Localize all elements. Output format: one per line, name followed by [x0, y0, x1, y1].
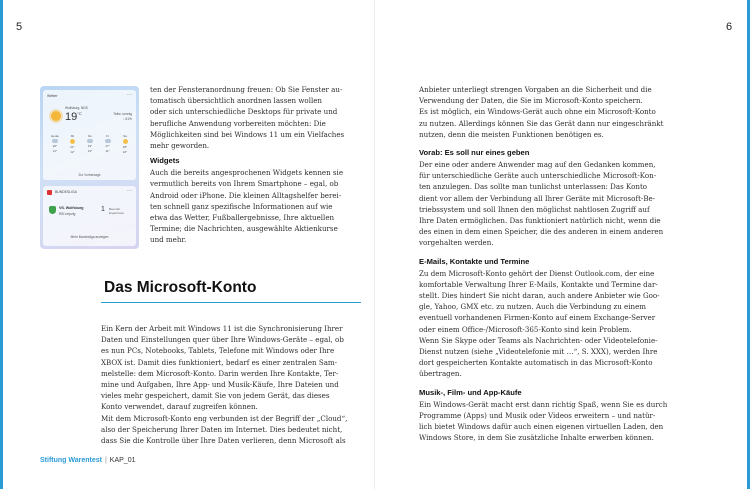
text-line: Ein Kern der Arbeit mit Windows 11 ist die Synchronisierung Ihrer — [101, 324, 343, 333]
text-line: komfortable Verwaltung Ihrer E-Mails, Kontakte und Termine dar- — [419, 279, 658, 289]
text-line: ten anzulegen. Das sollte man tunlichst unterlassen: Das Konto — [419, 182, 648, 192]
text-line: Anbieter unterliegt strengen Vorgaben an die Sicherheit und die — [419, 85, 652, 94]
footer-chapter: KAP_01 — [109, 457, 136, 464]
text-line: XBOX ist. Damit dies funktioniert, bedarf es einer zentralen Sam- — [101, 357, 338, 367]
widgets-paragraph — [150, 167, 360, 245]
text-line: Es ist möglich, ein Windows-Gerät auch ohne ein Microsoft-Konto — [419, 107, 656, 117]
sun-icon — [51, 111, 61, 121]
weather-condition: Teilw. sonnig ↓ 61% — [113, 112, 132, 121]
weather-forecast — [48, 134, 132, 154]
text-line: Auch die bereits angesprochenen Widgets kennen sie — [150, 168, 344, 178]
text-line: dort gespeicherten Kontakte automatisch in das Microsoft-Konto — [419, 358, 653, 368]
chapter-paragraph — [101, 323, 361, 446]
footer-brand: Stiftung Warentest — [40, 457, 102, 464]
text-line: für unterschiedliche Geräte auch unterschiedliche Microsoft-Kon- — [419, 171, 657, 181]
forecast-day — [118, 134, 132, 154]
forecast-day — [66, 134, 80, 154]
forecast-day — [48, 134, 62, 154]
text-line: oder sich unterschiedliche Desktops für private und — [150, 107, 338, 117]
left-page-number: 5 — [16, 21, 23, 33]
right-intro-paragraph — [419, 84, 681, 140]
left-intro-lines — [150, 84, 360, 151]
text-line: Verwendung der Daten, die Sie im Microsoft-Konto speichern. — [419, 96, 643, 106]
text-line: ten der Fensteranordnung freuen: Ob Sie Fenster au- — [150, 85, 343, 94]
right-sections — [419, 147, 681, 443]
forecast-high: 21° — [70, 145, 75, 150]
footer-separator: | — [104, 457, 107, 464]
text-line: Programme (Apps) und Musik oder Videos erweitern – und natür- — [419, 410, 656, 420]
forecast-high: 20° — [52, 144, 58, 149]
forecast-day-name: Do — [88, 134, 92, 138]
sport-widget — [43, 186, 136, 246]
team-crest-icon — [49, 206, 56, 214]
forecast-low: 11° — [105, 148, 110, 153]
forecast-day-name: Heute — [50, 134, 59, 138]
chapter-title: Das Microsoft-Konto — [104, 279, 257, 296]
text-line: vorgehalten werden. — [419, 238, 494, 248]
text-line: stellt. Dies hindert Sie nicht daran, auch andere Anbieter wie Goo- — [419, 291, 660, 301]
text-line: Zu dem Microsoft-Konto gehört der Dienst Outlook.com, der eine — [419, 268, 655, 278]
text-line: Windows Store, in dem Sie zusätzliche Inhalte erwerben können. — [419, 433, 654, 443]
forecast-low: 13° — [87, 148, 93, 153]
more-options-icon: ··· — [127, 188, 132, 194]
text-line: Konto verwendet, darauf zugreifen können. — [101, 402, 258, 412]
section-heading: E-Mails, Kontakte und Termine — [419, 256, 530, 266]
text-line: Termine; die Nachrichten, ausgewählte Aktienkurse — [150, 224, 338, 234]
text-line: tomatisch übersichtlich anordnen lassen wollen — [150, 96, 323, 106]
left-accent-bar — [0, 0, 3, 489]
text-line: also der Speicherung Ihrer Daten im Internet. Dies bedeutet nicht, — [101, 424, 343, 434]
forecast-high: 18° — [122, 145, 128, 150]
text-line: Möglichkeiten sind bei Windows 11 um ein Vielfaches — [150, 129, 345, 139]
cloud-icon — [87, 139, 93, 143]
text-line: Wenn Sie Skype oder Teams als Nachrichten- oder Videotelefonie- — [419, 335, 658, 345]
forecast-day — [101, 134, 115, 154]
right-column-text — [419, 84, 681, 443]
forecast-high: 19° — [87, 144, 93, 149]
text-line: übertragen. — [419, 369, 462, 379]
forecast-low: 10° — [122, 149, 128, 154]
text-line: vieles mehr gespeichert, damit Sie von jedem Gerät, das dieses — [101, 391, 330, 401]
left-intro-text — [150, 84, 360, 246]
text-line: des einen in dem einen Speicher, die des anderen in einem anderen — [419, 227, 664, 237]
text-line: vermutlich bereits von Ihrem Smartphone – egal, ob — [150, 179, 339, 189]
match-status: Beendet Ergebnisse — [109, 207, 125, 215]
text-line: Daten und Einstellungen quer über Ihre Windows-Geräte – egal, ob — [101, 335, 344, 345]
weather-forecast-link: Zur Vorhersage — [78, 173, 101, 177]
right-page-number: 6 — [726, 21, 733, 33]
text-line: berufliche Anwendung vorbereiten möchten: Die — [150, 118, 326, 128]
section-heading: Musik-, Film- und App-Käufe — [419, 387, 522, 397]
weather-temperature: $19^{^\circ C}$ — [65, 111, 82, 123]
text-line: mine und Aufgaben, Ihre App- und Musik-Käufe, Ihre Dateien und — [101, 380, 339, 390]
text-line: nutzen, denn die meisten Funktionen benötigen es. — [419, 129, 604, 139]
forecast-high: 17° — [105, 144, 110, 149]
text-line: ten schnell ganz spezifische Informationen auf wie — [150, 201, 333, 211]
weather-widget — [43, 90, 136, 180]
forecast-day-name: Mi — [70, 134, 75, 138]
text-line: dient vor allem der Verbindung all Ihrer Geräte mit Microsoft-Be- — [419, 193, 656, 203]
text-line: melstelle: dem Microsoft-Konto. Darin werden Ihre Kontakte, Ter- — [101, 368, 339, 378]
home-team: VfL Wolfsburg — [59, 206, 84, 210]
cloud-icon — [105, 139, 111, 143]
text-line: Mit dem Microsoft-Konto eng verbunden ist der Begriff der „Cloud“, — [101, 413, 348, 423]
forecast-day-name: Fr — [106, 134, 109, 138]
text-line: eventuell vorhandenen Firmen-Konto auf einem Exchange-Server — [419, 313, 656, 323]
sun-icon — [70, 139, 75, 144]
text-line: oder einem Office-/Microsoft-365-Konto sind kein Problem. — [419, 324, 632, 334]
cloud-icon — [52, 139, 58, 143]
sport-widget-header: BUNDESLIGA — [55, 190, 77, 194]
forecast-day — [83, 134, 97, 154]
section-heading: Vorab: Es soll nur eines geben — [419, 148, 530, 158]
text-line: Dienst nutzen (siehe „Videotelefonie mit …“, S. XXX), werden Ihre — [419, 347, 658, 357]
text-line: gle, Yahoo, GMX etc. zu nutzen. Auch die Verbindung zu einem — [419, 302, 647, 312]
text-line: lich bietet Windows dafür auch einen eigenen virtuellen Laden, den — [419, 422, 664, 432]
text-line: Der eine oder andere Anwender mag auf den Gedanken kommen, — [419, 160, 656, 170]
more-options-icon: ··· — [127, 92, 132, 98]
sport-more-link: Mehr Bundesliga anzeigen — [70, 235, 109, 239]
widgets-screenshot — [40, 86, 139, 249]
widgets-heading: Widgets — [150, 156, 180, 166]
text-line: etwa das Wetter, Fußballergebnisse, Ihre aktuellen — [150, 213, 335, 223]
forecast-low: 11° — [52, 148, 58, 153]
text-line: dass Sie die Kontrolle über Ihre Daten verlieren, denn Microsoft als — [101, 436, 346, 446]
weather-widget-header: Wetter — [47, 94, 58, 98]
text-line: Ein Windows-Gerät macht erst dann richtig Spaß, wenn Sie es durch — [419, 399, 668, 409]
text-line: es nun PCs, Notebooks, Tablets, Telefone mit Windows oder Ihre — [101, 346, 335, 356]
text-line: zu nutzen. Allerdings können Sie das Gerät dann nur eingeschränkt — [419, 118, 664, 128]
footer — [40, 457, 135, 464]
text-line: Android oder iPhone. Die kleinen Alltagshelfer berei- — [150, 190, 342, 200]
page-spine — [374, 0, 375, 489]
chapter-heading-box — [101, 274, 361, 303]
match-score: 1 — [101, 206, 105, 213]
bundesliga-icon — [47, 190, 52, 195]
weather-location: Wolfsburg, NDS — [65, 106, 88, 110]
forecast-low: 12° — [70, 149, 75, 154]
text-line: triebssystem und soll Ihnen den möglichst nahtlosen Zugriff auf — [419, 204, 650, 214]
chapter-text — [101, 323, 361, 446]
forecast-day-name: Sa — [123, 134, 127, 138]
sun-icon — [123, 139, 128, 144]
text-line: und mehr. — [150, 235, 187, 245]
text-line: Ihre Daten ermöglichen. Das funktioniert natürlich nicht, wenn die — [419, 216, 661, 226]
away-team: RB Leipzig — [59, 212, 76, 216]
text-line: mehr geworden. — [150, 141, 210, 151]
